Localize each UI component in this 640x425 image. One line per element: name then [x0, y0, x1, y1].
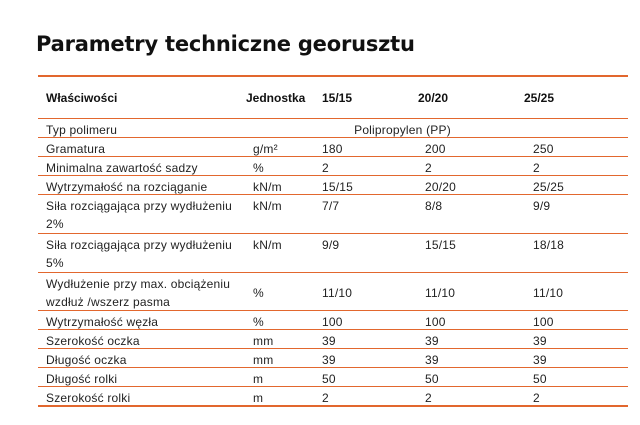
cell-value-20-20: 39	[425, 334, 439, 348]
header-variant-2: 20/20	[418, 90, 449, 105]
cell-value-15-15: 50	[322, 372, 336, 386]
cell-unit: m	[253, 391, 264, 405]
cell-value-15-15: 11/10	[322, 286, 353, 300]
table-row	[38, 195, 628, 234]
cell-property: Siła rozciągająca przy wydłużeniu 5%	[46, 238, 233, 270]
cell-property: Wytrzymałość węzła	[46, 315, 159, 329]
table-row	[38, 138, 628, 157]
cell-value-25-25: 2	[533, 161, 540, 175]
cell-unit: %	[253, 161, 264, 175]
cell-value-25-25: 39	[533, 353, 547, 367]
cell-property: Wydłużenie przy max. obciążeniu wzdłuż /wszerz pasma	[46, 277, 231, 309]
cell-value-25-25: 50	[533, 372, 547, 386]
table-row	[38, 234, 628, 273]
cell-value-20-20: 200	[425, 142, 446, 156]
table-row	[38, 176, 628, 195]
cell-value-20-20: 100	[425, 315, 446, 329]
cell-value-15-15: 9/9	[322, 238, 340, 252]
cell-property: Szerokość rolki	[46, 391, 131, 405]
table-row	[38, 330, 628, 349]
cell-value-15-15: 2	[322, 391, 329, 405]
cell-unit: mm	[253, 334, 274, 348]
cell-value-20-20: 50	[425, 372, 439, 386]
table-row	[38, 368, 628, 387]
cell-value-25-25: 18/18	[533, 238, 565, 252]
cell-value-15-15: 7/7	[322, 199, 340, 213]
cell-unit: kN/m	[253, 199, 282, 213]
table-row	[38, 273, 628, 311]
cell-property: Wytrzymałość na rozciąganie	[46, 180, 208, 194]
table-row	[38, 387, 628, 405]
cell-value-20-20: 2	[425, 161, 432, 175]
cell-value-15-15: 180	[322, 142, 343, 156]
cell-value-15-15: 39	[322, 353, 336, 367]
cell-value-25-25: 11/10	[533, 286, 564, 300]
cell-value-15-15: 100	[322, 315, 343, 329]
page-title: Parametry techniczne georusztu	[36, 32, 415, 56]
cell-unit: kN/m	[253, 238, 282, 252]
header-variant-3: 25/25	[524, 90, 555, 105]
table-header	[38, 77, 628, 119]
cell-value-25-25: 39	[533, 334, 547, 348]
cell-property: Długość oczka	[46, 353, 127, 367]
cell-property: Minimalna zawartość sadzy	[46, 161, 198, 175]
cell-value-25-25: 250	[533, 142, 554, 156]
cell-property: Gramatura	[46, 142, 106, 156]
cell-unit: kN/m	[253, 180, 282, 194]
table-row	[38, 349, 628, 368]
cell-unit: g/m²	[253, 142, 278, 156]
cell-value-25-25: 2	[533, 391, 540, 405]
polymer-label: Typ polimeru	[46, 123, 118, 137]
cell-value-20-20: 39	[425, 353, 439, 367]
cell-unit: mm	[253, 353, 274, 367]
table-row	[38, 311, 628, 330]
specs-table	[38, 75, 628, 407]
cell-property: Siła rozciągająca przy wydłużeniu 2%	[46, 199, 233, 231]
header-unit: Jednostka	[246, 90, 306, 105]
cell-value-20-20: 20/20	[425, 180, 457, 194]
cell-value-20-20: 15/15	[425, 238, 457, 252]
header-variant-1: 15/15	[322, 90, 353, 105]
polymer-value: Polipropylen (PP)	[354, 123, 451, 137]
cell-value-15-15: 15/15	[322, 180, 354, 194]
cell-unit: m	[253, 372, 264, 386]
cell-value-25-25: 100	[533, 315, 554, 329]
cell-value-20-20: 11/10	[425, 286, 456, 300]
cell-value-15-15: 2	[322, 161, 329, 175]
header-property: Właściwości	[46, 90, 118, 105]
cell-value-25-25: 9/9	[533, 199, 551, 213]
cell-value-15-15: 39	[322, 334, 336, 348]
cell-unit: %	[253, 286, 264, 300]
cell-value-25-25: 25/25	[533, 180, 565, 194]
cell-unit: %	[253, 315, 264, 329]
table-row	[38, 157, 628, 176]
cell-property: Długość rolki	[46, 372, 118, 386]
cell-property: Szerokość oczka	[46, 334, 140, 348]
cell-value-20-20: 8/8	[425, 199, 443, 213]
cell-value-20-20: 2	[425, 391, 432, 405]
table-row-polymer	[38, 119, 628, 138]
